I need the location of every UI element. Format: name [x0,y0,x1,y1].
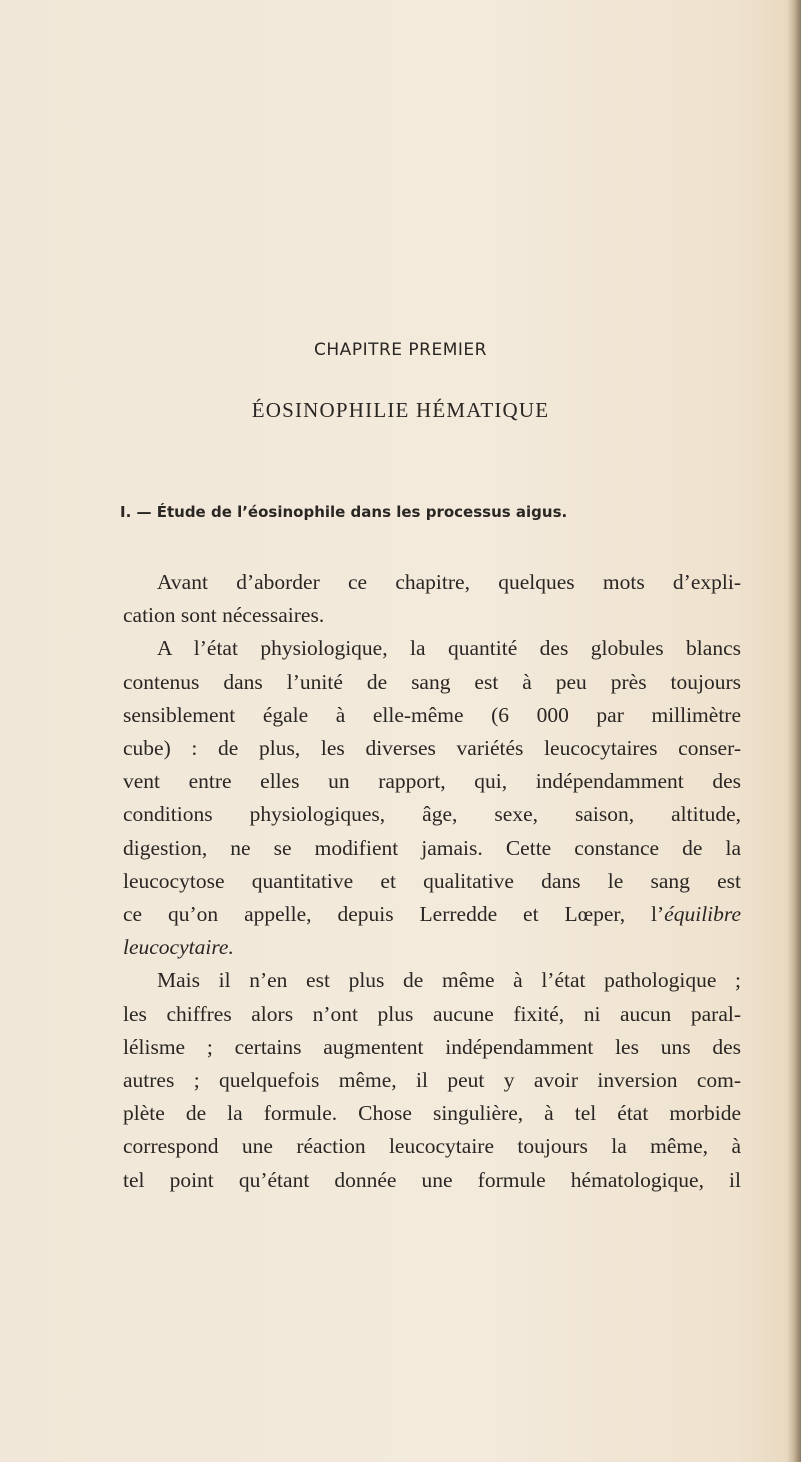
text-line: les chiffres alors n’ont plus aucune fixité, ni aucun paral- [123,1001,741,1026]
text-line: tel point qu’étant donnée une formule hématologique, il [123,1167,741,1192]
text-line: vent entre elles un rapport, qui, indépendamment des [123,769,741,794]
body-text [123,566,741,1197]
text-line: plète de la formule. Chose singulière, à tel état morbide [123,1101,741,1126]
text-line-with-italic [123,898,741,931]
text-line: Mais il n’en est plus de même à l’état pathologique ; [157,968,741,993]
text-line: lélisme ; certains augmentent indépendamment les uns des [123,1034,741,1059]
page-edge-shadow [787,0,801,1462]
text-line: contenus dans l’unité de sang est à peu près toujours [123,669,741,694]
chapter-title: ÉOSINOPHILIE HÉMATIQUE [251,398,550,422]
text-line: leucocytose quantitative et qualitative dans le sang est [123,868,741,893]
text-line: cube) : de plus, les diverses variétés leucocytaires conser- [123,736,741,761]
text-line: digestion, ne se modifient jamais. Cette constance de la [123,835,741,860]
chapter-label: CHAPITRE PREMIER [314,340,487,360]
text-line: cation sont nécessaires. [123,603,325,628]
italic-term: équilibre [664,902,741,927]
text-fragment: ce qu’on appelle, depuis Lerredde et Lœper, l’ [123,902,665,927]
italic-term: leucocytaire. [123,935,234,960]
text-line: correspond une réaction leucocytaire toujours la même, à [123,1134,741,1159]
section-heading: I. — Étude de l’éosinophile dans les processus aigus. [120,503,568,521]
text-line-italic [123,931,741,964]
text-line: A l’état physiologique, la quantité des globules blancs [157,636,741,661]
text-line: Avant d’aborder ce chapitre, quelques mots d’expli- [157,570,741,594]
text-line: conditions physiologiques, âge, sexe, saison, altitude, [123,802,741,827]
text-line: sensiblement égale à elle-même (6 000 par millimètre [123,702,741,727]
text-line: autres ; quelquefois même, il peut y avoir inversion com- [123,1068,741,1093]
